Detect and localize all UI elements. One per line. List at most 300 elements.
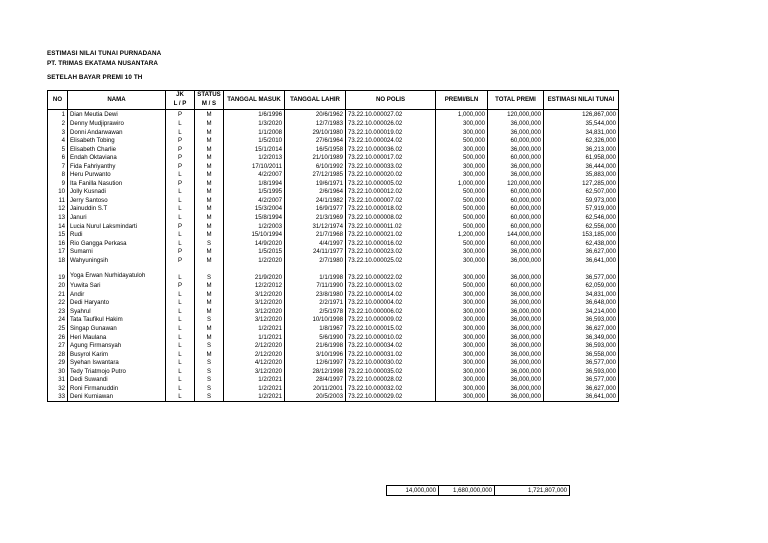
- total-total-premi: 1,680,000,000: [439, 486, 495, 496]
- total-premi-bln: 14,000,000: [387, 486, 439, 496]
- row-tanggal-masuk: 1/1/2021: [224, 332, 285, 341]
- row-premi-bln: 300,000: [436, 247, 488, 256]
- row-total-premi: 120,000,000: [488, 110, 544, 119]
- row-premi-bln: 500,000: [436, 204, 488, 213]
- row-tanggal-masuk: 2/12/2020: [224, 349, 285, 358]
- row-no: 6: [48, 153, 68, 162]
- row-premi-bln: 500,000: [436, 213, 488, 222]
- row-tanggal-lahir: 12/7/1983: [285, 119, 346, 128]
- row-no-polis: 73.22.10.000024.02: [346, 136, 436, 145]
- row-tanggal-masuk: 21/9/2020: [224, 264, 285, 281]
- row-jk: L: [166, 195, 195, 204]
- row-tanggal-masuk: 1/8/1994: [224, 178, 285, 187]
- row-status: M: [195, 306, 224, 315]
- row-status: M: [195, 281, 224, 290]
- row-tanggal-masuk: 1/2/2021: [224, 375, 285, 384]
- row-estimasi: 35,883,000: [544, 170, 619, 179]
- totals-row: [387, 486, 570, 496]
- row-status: S: [195, 358, 224, 367]
- row-tanggal-masuk: 14/9/2020: [224, 238, 285, 247]
- row-nama: Jerry Santoso: [68, 195, 166, 204]
- row-tanggal-masuk: 1/1/2008: [224, 127, 285, 136]
- row-jk: L: [166, 187, 195, 196]
- row-tanggal-lahir: 6/10/1992: [285, 161, 346, 170]
- row-tanggal-lahir: 20/11/2001: [285, 383, 346, 392]
- row-status: M: [195, 119, 224, 128]
- row-jk: L: [166, 170, 195, 179]
- row-no-polis: 73.22.10.000033.02: [346, 161, 436, 170]
- row-no: 31: [48, 375, 68, 384]
- row-status: S: [195, 315, 224, 324]
- row-tanggal-masuk: 1/2/2003: [224, 221, 285, 230]
- row-tanggal-lahir: 2/2/1971: [285, 298, 346, 307]
- table-row: [48, 366, 619, 375]
- row-no: 23: [48, 306, 68, 315]
- row-tanggal-lahir: 2/7/1980: [285, 255, 346, 264]
- row-premi-bln: 300,000: [436, 375, 488, 384]
- row-nama: Lucia Nurul Laksmindarti: [68, 221, 166, 230]
- table-row: [48, 247, 619, 256]
- row-total-premi: 60,000,000: [488, 187, 544, 196]
- row-tanggal-masuk: 1/5/2010: [224, 136, 285, 145]
- row-jk: L: [166, 366, 195, 375]
- row-estimasi: 36,641,000: [544, 255, 619, 264]
- row-status: S: [195, 264, 224, 281]
- row-tanggal-masuk: 3/12/2020: [224, 298, 285, 307]
- row-no-polis: 73.22.10.000009.02: [346, 315, 436, 324]
- table-row: [48, 281, 619, 290]
- row-premi-bln: 500,000: [436, 153, 488, 162]
- table-row: [48, 204, 619, 213]
- row-nama: Tata Taufikul Hakim: [68, 315, 166, 324]
- row-estimasi: 36,627,000: [544, 247, 619, 256]
- row-tanggal-lahir: 28/12/1998: [285, 366, 346, 375]
- row-total-premi: 36,000,000: [488, 341, 544, 350]
- row-jk: L: [166, 289, 195, 298]
- estimation-table: [47, 90, 619, 402]
- row-jk: L: [166, 127, 195, 136]
- row-total-premi: 60,000,000: [488, 281, 544, 290]
- row-tanggal-masuk: 1/2/2021: [224, 383, 285, 392]
- row-tanggal-lahir: 10/10/1998: [285, 315, 346, 324]
- row-tanggal-masuk: 1/6/1996: [224, 110, 285, 119]
- row-nama: Syahrul: [68, 306, 166, 315]
- row-total-premi: 36,000,000: [488, 170, 544, 179]
- row-no-polis: 73.22.10.000010.02: [346, 332, 436, 341]
- row-no-polis: 73.22.10.000013.02: [346, 281, 436, 290]
- table-row: [48, 178, 619, 187]
- row-no: 14: [48, 221, 68, 230]
- row-jk: L: [166, 306, 195, 315]
- row-no-polis: 73.22.10.000032.02: [346, 383, 436, 392]
- row-status: M: [195, 161, 224, 170]
- row-tanggal-lahir: 16/5/1958: [285, 144, 346, 153]
- row-status: M: [195, 178, 224, 187]
- row-estimasi: 36,444,000: [544, 161, 619, 170]
- row-total-premi: 36,000,000: [488, 375, 544, 384]
- row-tanggal-lahir: 7/11/1990: [285, 281, 346, 290]
- row-estimasi: 35,544,000: [544, 119, 619, 128]
- row-tanggal-lahir: 19/6/1971: [285, 178, 346, 187]
- row-jk: L: [166, 383, 195, 392]
- row-nama: Donni Andarwawan: [68, 127, 166, 136]
- row-estimasi: 62,546,000: [544, 213, 619, 222]
- row-jk: L: [166, 358, 195, 367]
- row-no: 9: [48, 178, 68, 187]
- row-premi-bln: 300,000: [436, 349, 488, 358]
- table-row: [48, 119, 619, 128]
- row-estimasi: 36,577,000: [544, 264, 619, 281]
- row-no-polis: 73.22.10.000031.02: [346, 349, 436, 358]
- row-jk: L: [166, 375, 195, 384]
- row-total-premi: 60,000,000: [488, 136, 544, 145]
- row-total-premi: 36,000,000: [488, 127, 544, 136]
- row-estimasi: 62,059,000: [544, 281, 619, 290]
- row-no-polis: 73.22.10.000027.02: [346, 110, 436, 119]
- row-no-polis: 73.22.10.000015.02: [346, 324, 436, 333]
- row-no-polis: 73.22.10.000017.02: [346, 153, 436, 162]
- row-no: 29: [48, 358, 68, 367]
- row-estimasi: 126,867,000: [544, 110, 619, 119]
- row-jk: P: [166, 178, 195, 187]
- header-no-polis: NO POLIS: [346, 91, 436, 110]
- row-status: M: [195, 110, 224, 119]
- row-nama: Rio Gangga Perkasa: [68, 238, 166, 247]
- row-premi-bln: 300,000: [436, 383, 488, 392]
- row-status: S: [195, 375, 224, 384]
- totals-table: [386, 485, 570, 496]
- row-no-polis: 73.22.10.000016.02: [346, 238, 436, 247]
- company-name: PT. TRIMAS EKATAMA NUSANTARA: [47, 60, 159, 67]
- row-no: 8: [48, 170, 68, 179]
- row-status: M: [195, 221, 224, 230]
- row-no: 1: [48, 110, 68, 119]
- row-estimasi: 36,648,000: [544, 298, 619, 307]
- row-status: M: [195, 195, 224, 204]
- row-total-premi: 36,000,000: [488, 264, 544, 281]
- row-no: 16: [48, 238, 68, 247]
- table-row: [48, 383, 619, 392]
- row-jk: P: [166, 161, 195, 170]
- row-premi-bln: 500,000: [436, 187, 488, 196]
- row-tanggal-masuk: 12/2/2012: [224, 281, 285, 290]
- row-estimasi: 62,556,000: [544, 221, 619, 230]
- row-nama: Dian Meutia Dewi: [68, 110, 166, 119]
- row-no: 17: [48, 247, 68, 256]
- table-row: [48, 110, 619, 119]
- report-title: ESTIMASI NILAI TUNAI PURNADANA: [47, 50, 162, 57]
- row-jk: P: [166, 247, 195, 256]
- row-tanggal-masuk: 3/12/2020: [224, 315, 285, 324]
- row-no: 5: [48, 144, 68, 153]
- row-no: 21: [48, 289, 68, 298]
- row-premi-bln: 300,000: [436, 315, 488, 324]
- row-estimasi: 36,577,000: [544, 375, 619, 384]
- row-tanggal-lahir: 23/8/1980: [285, 289, 346, 298]
- row-jk: P: [166, 255, 195, 264]
- row-nama: Yuwita Sari: [68, 281, 166, 290]
- row-nama: Agung Firmansyah: [68, 341, 166, 350]
- row-estimasi: 62,507,000: [544, 187, 619, 196]
- row-tanggal-lahir: 2/6/1964: [285, 187, 346, 196]
- row-no: 4: [48, 136, 68, 145]
- row-premi-bln: 1,000,000: [436, 178, 488, 187]
- table-row: [48, 264, 619, 281]
- row-nama: Jainuddin S.T: [68, 204, 166, 213]
- row-tanggal-lahir: 24/1/1982: [285, 195, 346, 204]
- table-row: [48, 144, 619, 153]
- row-no: 12: [48, 204, 68, 213]
- row-status: M: [195, 127, 224, 136]
- row-tanggal-lahir: 27/6/1964: [285, 136, 346, 145]
- row-nama: Jolly Kusnadi: [68, 187, 166, 196]
- table-row: [48, 153, 619, 162]
- row-total-premi: 60,000,000: [488, 195, 544, 204]
- table-row: [48, 127, 619, 136]
- row-tanggal-lahir: 12/6/1997: [285, 358, 346, 367]
- row-nama: Deni Kurniawan: [68, 392, 166, 401]
- row-no: 28: [48, 349, 68, 358]
- row-no-polis: 73.22.10.000021.02: [346, 230, 436, 239]
- row-total-premi: 36,000,000: [488, 332, 544, 341]
- row-total-premi: 36,000,000: [488, 324, 544, 333]
- row-tanggal-masuk: 1/2/2020: [224, 255, 285, 264]
- row-no-polis: 73.22.10.000014.02: [346, 289, 436, 298]
- row-total-premi: 60,000,000: [488, 221, 544, 230]
- row-premi-bln: 500,000: [436, 238, 488, 247]
- row-jk: L: [166, 204, 195, 213]
- row-total-premi: 60,000,000: [488, 213, 544, 222]
- row-tanggal-masuk: 15/10/1994: [224, 230, 285, 239]
- row-tanggal-masuk: 1/5/1995: [224, 187, 285, 196]
- row-total-premi: 36,000,000: [488, 247, 544, 256]
- row-status: M: [195, 187, 224, 196]
- row-premi-bln: 300,000: [436, 144, 488, 153]
- row-tanggal-lahir: 21/6/1998: [285, 341, 346, 350]
- row-estimasi: 34,831,000: [544, 127, 619, 136]
- row-estimasi: 61,958,000: [544, 153, 619, 162]
- row-tanggal-masuk: 4/2/2007: [224, 195, 285, 204]
- row-tanggal-masuk: 15/3/2004: [224, 204, 285, 213]
- row-jk: L: [166, 264, 195, 281]
- table-row: [48, 161, 619, 170]
- report-subtitle: SETELAH BAYAR PREMI 10 TH: [47, 74, 143, 81]
- row-jk: P: [166, 153, 195, 162]
- row-estimasi: 36,593,000: [544, 366, 619, 375]
- row-estimasi: 153,185,000: [544, 230, 619, 239]
- row-estimasi: 127,285,000: [544, 178, 619, 187]
- row-no: 18: [48, 255, 68, 264]
- row-nama: Dedi Haryanto: [68, 298, 166, 307]
- row-total-premi: 36,000,000: [488, 358, 544, 367]
- header-tanggal-lahir: TANGGAL LAHIR: [285, 91, 346, 110]
- row-total-premi: 36,000,000: [488, 392, 544, 401]
- row-jk: L: [166, 341, 195, 350]
- header-status-sub: M / S: [195, 100, 224, 110]
- row-no-polis: 73.22.10.000025.02: [346, 255, 436, 264]
- row-tanggal-lahir: 21/7/1968: [285, 230, 346, 239]
- row-total-premi: 36,000,000: [488, 161, 544, 170]
- row-premi-bln: 300,000: [436, 161, 488, 170]
- row-tanggal-lahir: 31/12/1974: [285, 221, 346, 230]
- row-status: M: [195, 144, 224, 153]
- header-no: NO: [48, 91, 68, 110]
- row-no: 24: [48, 315, 68, 324]
- row-tanggal-masuk: 4/2/2007: [224, 170, 285, 179]
- row-tanggal-lahir: 16/9/1977: [285, 204, 346, 213]
- row-total-premi: 36,000,000: [488, 383, 544, 392]
- row-estimasi: 36,558,000: [544, 349, 619, 358]
- table-row: [48, 195, 619, 204]
- row-nama: Denny Mudjiprawiro: [68, 119, 166, 128]
- row-estimasi: 57,919,000: [544, 204, 619, 213]
- row-no-polis: 73.22.10.000008.02: [346, 213, 436, 222]
- row-no: 33: [48, 392, 68, 401]
- row-estimasi: 34,214,000: [544, 306, 619, 315]
- row-premi-bln: 300,000: [436, 298, 488, 307]
- row-nama: Andir: [68, 289, 166, 298]
- header-premi-bln: PREMI/BLN: [436, 91, 488, 110]
- row-tanggal-masuk: 17/10/2011: [224, 161, 285, 170]
- row-status: M: [195, 230, 224, 239]
- row-premi-bln: 500,000: [436, 195, 488, 204]
- row-no-polis: 73.22.10.000034.02: [346, 341, 436, 350]
- row-status: M: [195, 213, 224, 222]
- row-premi-bln: 300,000: [436, 341, 488, 350]
- row-no-polis: 73.22.10.000036.02: [346, 144, 436, 153]
- row-jk: L: [166, 238, 195, 247]
- row-premi-bln: 300,000: [436, 324, 488, 333]
- row-total-premi: 36,000,000: [488, 366, 544, 375]
- table-row: [48, 221, 619, 230]
- row-no: 22: [48, 298, 68, 307]
- table-row: [48, 289, 619, 298]
- row-premi-bln: 300,000: [436, 264, 488, 281]
- row-premi-bln: 500,000: [436, 221, 488, 230]
- row-nama: Tedy Triatmojo Putro: [68, 366, 166, 375]
- row-jk: L: [166, 213, 195, 222]
- row-jk: L: [166, 315, 195, 324]
- row-status: S: [195, 366, 224, 375]
- header-total-premi: TOTAL PREMI: [488, 91, 544, 110]
- row-no: 19: [48, 264, 68, 281]
- row-no: 27: [48, 341, 68, 350]
- table-row: [48, 213, 619, 222]
- row-jk: P: [166, 221, 195, 230]
- header-status: STATUS: [195, 91, 224, 101]
- row-status: M: [195, 332, 224, 341]
- row-nama: Januri: [68, 213, 166, 222]
- row-nama: Heri Maulana: [68, 332, 166, 341]
- row-nama: Yoga Erwan Nurhidayatuloh: [68, 264, 166, 281]
- row-tanggal-lahir: 27/12/1985: [285, 170, 346, 179]
- row-total-premi: 144,000,000: [488, 230, 544, 239]
- row-total-premi: 36,000,000: [488, 298, 544, 307]
- total-estimasi: 1,721,807,000: [495, 486, 570, 496]
- row-no-polis: 73.22.10.000018.02: [346, 204, 436, 213]
- row-total-premi: 120,000,000: [488, 178, 544, 187]
- row-estimasi: 62,326,000: [544, 136, 619, 145]
- row-tanggal-lahir: 21/3/1969: [285, 213, 346, 222]
- row-no-polis: 73.22.10.000020.02: [346, 170, 436, 179]
- row-premi-bln: 300,000: [436, 332, 488, 341]
- row-nama: Sumarni: [68, 247, 166, 256]
- row-tanggal-masuk: 3/12/2020: [224, 306, 285, 315]
- row-premi-bln: 300,000: [436, 255, 488, 264]
- row-nama: Endah Oktaviana: [68, 153, 166, 162]
- row-tanggal-lahir: 1/8/1967: [285, 324, 346, 333]
- row-no-polis: 73.22.10.000007.02: [346, 195, 436, 204]
- row-status: M: [195, 247, 224, 256]
- row-estimasi: 62,438,000: [544, 238, 619, 247]
- row-premi-bln: 300,000: [436, 366, 488, 375]
- row-premi-bln: 300,000: [436, 306, 488, 315]
- row-tanggal-lahir: 29/10/1980: [285, 127, 346, 136]
- table-row: [48, 375, 619, 384]
- row-jk: P: [166, 144, 195, 153]
- row-no-polis: 73.22.10.000026.02: [346, 119, 436, 128]
- row-nama: Elisabeth Tobing: [68, 136, 166, 145]
- row-nama: Wahyuningsih: [68, 255, 166, 264]
- row-no: 2: [48, 119, 68, 128]
- table-row: [48, 341, 619, 350]
- row-nama: Heru Purwanto: [68, 170, 166, 179]
- row-premi-bln: 500,000: [436, 281, 488, 290]
- row-jk: P: [166, 110, 195, 119]
- row-nama: Rudi: [68, 230, 166, 239]
- row-no-polis: 73.22.10.000035.02: [346, 366, 436, 375]
- row-jk: L: [166, 324, 195, 333]
- row-total-premi: 36,000,000: [488, 349, 544, 358]
- row-status: S: [195, 341, 224, 350]
- row-jk: P: [166, 281, 195, 290]
- row-no-polis: 73.22.10.000028.02: [346, 375, 436, 384]
- row-premi-bln: 300,000: [436, 289, 488, 298]
- row-status: M: [195, 298, 224, 307]
- row-tanggal-masuk: 1/2/2021: [224, 392, 285, 401]
- row-tanggal-masuk: 1/5/2015: [224, 247, 285, 256]
- row-premi-bln: 300,000: [436, 358, 488, 367]
- row-tanggal-masuk: 15/1/2014: [224, 144, 285, 153]
- row-total-premi: 60,000,000: [488, 153, 544, 162]
- row-no-polis: 73.22.10.000029.02: [346, 392, 436, 401]
- table-row: [48, 315, 619, 324]
- row-premi-bln: 300,000: [436, 170, 488, 179]
- row-no: 13: [48, 213, 68, 222]
- row-tanggal-masuk: 4/12/2020: [224, 358, 285, 367]
- row-tanggal-masuk: 1/2/2021: [224, 324, 285, 333]
- row-no-polis: 73.22.10.000023.02: [346, 247, 436, 256]
- row-total-premi: 60,000,000: [488, 204, 544, 213]
- row-no: 15: [48, 230, 68, 239]
- row-total-premi: 60,000,000: [488, 238, 544, 247]
- row-premi-bln: 300,000: [436, 119, 488, 128]
- row-no: 3: [48, 127, 68, 136]
- row-estimasi: 36,577,000: [544, 358, 619, 367]
- row-premi-bln: 1,200,000: [436, 230, 488, 239]
- row-nama: Elisabeth Charlie: [68, 144, 166, 153]
- table-row: [48, 358, 619, 367]
- row-status: M: [195, 349, 224, 358]
- row-no: 30: [48, 366, 68, 375]
- row-estimasi: 34,831,000: [544, 289, 619, 298]
- table-row: [48, 170, 619, 179]
- row-tanggal-lahir: 5/6/1990: [285, 332, 346, 341]
- row-estimasi: 59,973,000: [544, 195, 619, 204]
- row-total-premi: 36,000,000: [488, 144, 544, 153]
- table-row: [48, 332, 619, 341]
- row-tanggal-masuk: 3/12/2020: [224, 289, 285, 298]
